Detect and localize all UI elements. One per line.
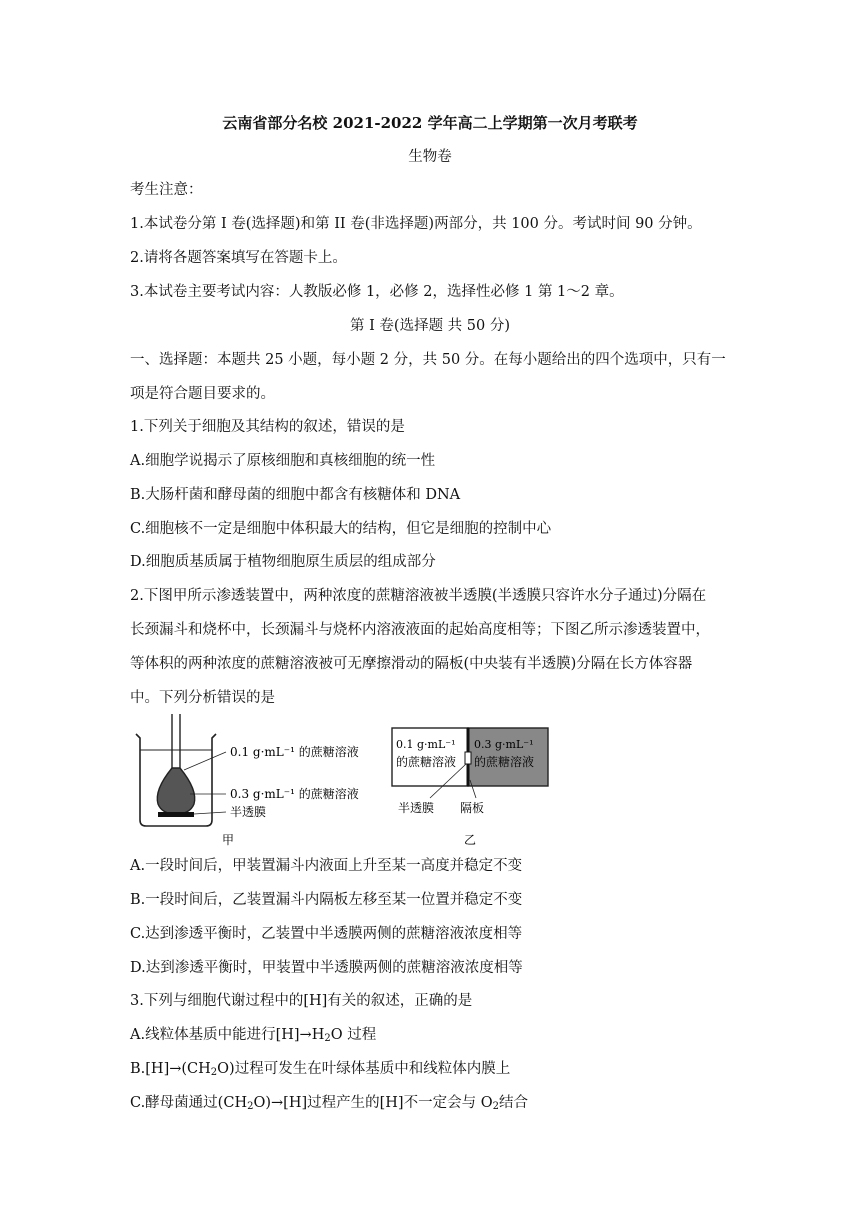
beaker-apparatus-jia xyxy=(136,714,226,826)
q1-option-d: D.细胞质基质属于植物细胞原生质层的组成部分 xyxy=(130,554,436,570)
q2-option-c: C.达到渗透平衡时，乙装置中半透膜两侧的蔗糖溶液浓度相等 xyxy=(130,926,523,942)
yi-caption: 乙 xyxy=(464,833,477,847)
yi-label-membrane: 半透膜 xyxy=(398,801,435,815)
notice-item-3: 3.本试卷主要考试内容：人教版必修 1，必修 2，选择性必修 1 第 1～2 章。 xyxy=(130,284,624,300)
notice-item-1: 1.本试卷分第 I 卷(选择题)和第 II 卷(非选择题)两部分，共 100 分。考试时间 90 分钟。 xyxy=(130,216,702,232)
q2-option-a: A.一段时间后，甲装置漏斗内液面上升至某一高度并稳定不变 xyxy=(130,858,523,874)
q2-option-b: B.一段时间后，乙装置漏斗内隔板左移至某一位置并稳定不变 xyxy=(130,892,523,908)
yi-right-solution: 的蔗糖溶液 xyxy=(474,755,535,769)
yi-left-solution: 的蔗糖溶液 xyxy=(396,755,457,769)
yi-left-conc: 0.1 g·mL⁻¹ xyxy=(396,738,456,751)
jia-label-0.3: 0.3 g·mL⁻¹ 的蔗糖溶液 xyxy=(230,787,359,801)
q2-stem-line4: 中。下列分析错误的是 xyxy=(130,690,275,706)
osmosis-figure xyxy=(130,708,550,858)
section-title: 第 I 卷(选择题 共 50 分) xyxy=(349,318,511,334)
q3-option-a: A.线粒体基质中能进行$[H]\to H_2O$ 过程 xyxy=(130,1027,377,1044)
q2-option-d: D.达到渗透平衡时，甲装置中半透膜两侧的蔗糖溶液浓度相等 xyxy=(130,960,523,976)
q2-stem-line2: 长颈漏斗和烧杯中，长颈漏斗与烧杯内溶液液面的起始高度相等；下图乙所示渗透装置中， xyxy=(130,622,710,638)
subject-title: 生物卷 xyxy=(408,149,452,165)
yi-right-conc: 0.3 g·mL⁻¹ xyxy=(474,738,534,751)
notice-item-2: 2.请将各题答案填写在答题卡上。 xyxy=(130,250,347,266)
q1-stem: 1.下列关于细胞及其结构的叙述，错误的是 xyxy=(130,419,405,435)
section-instruction-line2: 项是符合题目要求的。 xyxy=(130,386,275,402)
jia-label-membrane: 半透膜 xyxy=(230,805,267,819)
section-instruction-line1: 一、选择题：本题共 25 小题，每小题 2 分，共 50 分。在每小题给出的四个选项中，只有一 xyxy=(130,352,726,368)
q1-option-b: B.大肠杆菌和酵母菌的细胞中都含有核糖体和 DNA xyxy=(130,487,461,503)
q3-option-b: $B.[H]\to(CH_2O)$过程可发生在叶绿体基质中和线粒体内膜上 xyxy=(130,1061,511,1078)
notice-heading: 考生注意： xyxy=(130,182,203,198)
jia-label-0.1: 0.1 g·mL⁻¹ 的蔗糖溶液 xyxy=(230,745,359,759)
q1-option-c: C.细胞核不一定是细胞中体积最大的结构，但它是细胞的控制中心 xyxy=(130,521,552,537)
q3-option-c: C.酵母菌通过$(CH_2O)\to[H]$过程产生的[H]不一定会与 $O_2$结合 xyxy=(130,1095,528,1112)
q1-option-a: A.细胞学说揭示了原核细胞和真核细胞的统一性 xyxy=(130,453,436,469)
q2-stem-line1: 2.下图甲所示渗透装置中，两种浓度的蔗糖溶液被半透膜(半透膜只容许水分子通过)分隔在 xyxy=(130,588,707,604)
yi-label-partition: 隔板 xyxy=(460,801,485,815)
jia-caption: 甲 xyxy=(222,833,235,847)
q2-stem-line3: 等体积的两种浓度的蔗糖溶液被可无摩擦滑动的隔板(中央装有半透膜)分隔在长方体容器 xyxy=(130,656,693,672)
q3-stem: 3.下列与细胞代谢过程中的[H]有关的叙述，正确的是 xyxy=(130,993,473,1009)
exam-title: 云南省部分名校 2021-2022 学年高二上学期第一次月考联考 xyxy=(222,114,638,132)
